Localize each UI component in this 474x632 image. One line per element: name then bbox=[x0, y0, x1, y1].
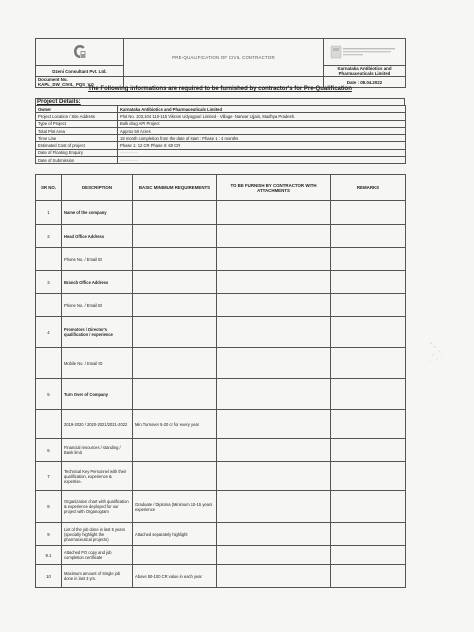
table-row bbox=[36, 491, 406, 523]
description-cell: Maximum amount of Single job done in last 3 yrs. bbox=[62, 565, 133, 588]
description-cell: Technical Key Personnel with their qualification, experience & expertise. bbox=[62, 462, 133, 491]
requirement-cell bbox=[133, 348, 217, 379]
table-row bbox=[36, 317, 406, 348]
contractor-input-cell[interactable] bbox=[217, 439, 331, 462]
remarks-cell[interactable] bbox=[331, 410, 406, 439]
contractor-input-cell[interactable] bbox=[217, 546, 331, 565]
description-cell: Organization chart with qualification & experience deployed for our project with Organogram bbox=[62, 491, 133, 523]
remarks-cell[interactable] bbox=[331, 462, 406, 491]
project-value: ────── bbox=[118, 149, 406, 156]
description-cell: Mobile No. / Email ID bbox=[62, 348, 133, 379]
remarks-cell[interactable] bbox=[331, 317, 406, 348]
project-label: Project Location / Site Address bbox=[36, 113, 118, 120]
sr-no-cell: 3 bbox=[36, 271, 62, 294]
client-name: Karnataka Antibiotics and Pharmaceuticals Limited bbox=[324, 66, 406, 77]
requirement-cell bbox=[133, 439, 217, 462]
table-row bbox=[36, 201, 406, 225]
remarks-cell[interactable] bbox=[331, 294, 406, 317]
project-label: Estimated Cost of project bbox=[36, 142, 118, 149]
requirement-cell bbox=[133, 201, 217, 225]
project-details-heading: Project Details: bbox=[35, 98, 405, 105]
sr-no-cell bbox=[36, 248, 62, 271]
col-header-description: DESCRIPTION bbox=[62, 175, 133, 201]
contractor-input-cell[interactable] bbox=[217, 410, 331, 439]
description-cell: 2019-2020 / 2020-2021/2021-2022 bbox=[62, 410, 133, 439]
notice-heading: The Following informations are required to be furnished by contractor's for Pre-Qualification bbox=[88, 86, 352, 92]
contractor-input-cell[interactable] bbox=[217, 248, 331, 271]
document-header bbox=[35, 38, 406, 88]
requirement-cell: Attached separately highlight bbox=[133, 523, 217, 546]
requirements-body bbox=[36, 201, 406, 588]
col-header-remarks: REMARKS bbox=[331, 175, 406, 201]
sr-no-cell: 7 bbox=[36, 462, 62, 491]
table-row bbox=[36, 248, 406, 271]
sr-no-cell: 10 bbox=[36, 565, 62, 588]
requirement-cell bbox=[133, 248, 217, 271]
project-value: 18 month completion from the date of start : Phase 1 : 4 months bbox=[118, 135, 406, 142]
project-value: Karnataka Antibiotics and Pharmaceuticals Limited bbox=[118, 106, 406, 113]
description-cell: Branch Office Address bbox=[62, 271, 133, 294]
project-value: ────── bbox=[118, 157, 406, 164]
contractor-input-cell[interactable] bbox=[217, 294, 331, 317]
project-label: Owner bbox=[36, 106, 118, 113]
col-header-requirements: BASIC MINIMUM REQUIREMENTS bbox=[133, 175, 217, 201]
project-label: Date of Floating Enquiry bbox=[36, 149, 118, 156]
project-row bbox=[36, 127, 406, 134]
contractor-input-cell[interactable] bbox=[217, 317, 331, 348]
remarks-cell[interactable] bbox=[331, 491, 406, 523]
remarks-cell[interactable] bbox=[331, 348, 406, 379]
requirement-cell: Graduate / Diploma (Minimum 10-15 years experience bbox=[133, 491, 217, 523]
project-row bbox=[36, 113, 406, 120]
project-value: Phase 1: 12 CR Phase II: 60 CR bbox=[118, 142, 406, 149]
document-title: PRE-QUALIFICATION OF CIVIL CONTRACTOR bbox=[124, 39, 324, 77]
remarks-cell[interactable] bbox=[331, 379, 406, 410]
table-row bbox=[36, 379, 406, 410]
sr-no-cell: 4 bbox=[36, 317, 62, 348]
requirement-cell bbox=[133, 225, 217, 248]
requirement-cell: Above 50-100 CR value in each year bbox=[133, 565, 217, 588]
table-row bbox=[36, 546, 406, 565]
requirement-cell bbox=[133, 317, 217, 348]
project-details-table bbox=[35, 105, 406, 164]
client-logo-cell bbox=[324, 39, 406, 66]
project-row bbox=[36, 157, 406, 164]
project-label: Total Plot Area bbox=[36, 127, 118, 134]
project-row bbox=[36, 106, 406, 113]
remarks-cell[interactable] bbox=[331, 248, 406, 271]
contractor-input-cell[interactable] bbox=[217, 201, 331, 225]
requirement-cell bbox=[133, 294, 217, 317]
company-logo-icon bbox=[73, 44, 87, 60]
table-row bbox=[36, 523, 406, 546]
requirement-cell bbox=[133, 546, 217, 565]
document-date: Date : 08.04.2022 bbox=[324, 77, 406, 88]
project-label: Date of Submission bbox=[36, 157, 118, 164]
sr-no-cell: 2 bbox=[36, 225, 62, 248]
sr-no-cell: 9.1 bbox=[36, 546, 62, 565]
description-cell: List of the job done in last 5 years (specially highlight the pharmaceutical projects) bbox=[62, 523, 133, 546]
contractor-input-cell[interactable] bbox=[217, 523, 331, 546]
table-row bbox=[36, 271, 406, 294]
company-logo-cell bbox=[36, 39, 124, 66]
client-logo-icon bbox=[330, 45, 400, 59]
project-label: Type of Project bbox=[36, 120, 118, 127]
project-value: Plot No. 103,104 110-115 Vikram Udyogpuri Limited - Village- Narwar Ujjain, Madhya Pradesh. bbox=[118, 113, 406, 120]
description-cell: Attached PO copy and job completion certificate bbox=[62, 546, 133, 565]
requirement-cell: Min.Turnover 5-20 cr for every year bbox=[133, 410, 217, 439]
scan-smudge-mark bbox=[425, 335, 447, 373]
contractor-input-cell[interactable] bbox=[217, 491, 331, 523]
project-row bbox=[36, 135, 406, 142]
description-cell: Promotors / Director's qualification / experience bbox=[62, 317, 133, 348]
project-value: Bulk drug API Project bbox=[118, 120, 406, 127]
description-cell: Turn Over of Company bbox=[62, 379, 133, 410]
document-number: Document No. KAPL_DW_CIVIL_PQS_V.0 bbox=[36, 77, 124, 88]
table-row bbox=[36, 225, 406, 248]
contractor-input-cell[interactable] bbox=[217, 348, 331, 379]
table-header-row bbox=[36, 175, 406, 201]
remarks-cell[interactable] bbox=[331, 225, 406, 248]
contractor-input-cell[interactable] bbox=[217, 565, 331, 588]
sr-no-cell: 6 bbox=[36, 439, 62, 462]
requirement-cell bbox=[133, 379, 217, 410]
table-row bbox=[36, 439, 406, 462]
description-cell: Financial resources / standing / Bank limit bbox=[62, 439, 133, 462]
description-cell: Head Office Address bbox=[62, 225, 133, 248]
table-row bbox=[36, 294, 406, 317]
remarks-cell[interactable] bbox=[331, 546, 406, 565]
sr-no-cell bbox=[36, 410, 62, 439]
contractor-input-cell[interactable] bbox=[217, 462, 331, 491]
remarks-cell[interactable] bbox=[331, 271, 406, 294]
sr-no-cell: 1 bbox=[36, 201, 62, 225]
description-cell: Name of the company bbox=[62, 201, 133, 225]
remarks-cell[interactable] bbox=[331, 565, 406, 588]
table-row bbox=[36, 348, 406, 379]
remarks-cell[interactable] bbox=[331, 523, 406, 546]
table-row bbox=[36, 462, 406, 491]
company-name: Dzeni Consultant Pvt. Ltd. bbox=[36, 66, 124, 77]
remarks-cell[interactable] bbox=[331, 201, 406, 225]
project-value: Approx 50 Acres bbox=[118, 127, 406, 134]
sr-no-cell: 9 bbox=[36, 523, 62, 546]
col-header-contractor-attachments: TO BE FURNISH BY CONTRACTOR WITH ATTACHMENTS bbox=[217, 175, 331, 201]
col-header-sr-no: SR NO. bbox=[36, 175, 62, 201]
requirements-table bbox=[35, 174, 406, 588]
project-label: Time Line bbox=[36, 135, 118, 142]
table-row bbox=[36, 410, 406, 439]
description-cell: Phone No. / Email ID bbox=[62, 294, 133, 317]
project-row bbox=[36, 142, 406, 149]
contractor-input-cell[interactable] bbox=[217, 225, 331, 248]
sr-no-cell bbox=[36, 348, 62, 379]
requirement-cell bbox=[133, 271, 217, 294]
sr-no-cell: 5 bbox=[36, 379, 62, 410]
sr-no-cell: 8 bbox=[36, 491, 62, 523]
description-cell: Phone No. / Email ID bbox=[62, 248, 133, 271]
remarks-cell[interactable] bbox=[331, 439, 406, 462]
contractor-input-cell[interactable] bbox=[217, 379, 331, 410]
contractor-input-cell[interactable] bbox=[217, 271, 331, 294]
table-row bbox=[36, 565, 406, 588]
project-row bbox=[36, 149, 406, 156]
sr-no-cell bbox=[36, 294, 62, 317]
project-row bbox=[36, 120, 406, 127]
requirement-cell bbox=[133, 462, 217, 491]
